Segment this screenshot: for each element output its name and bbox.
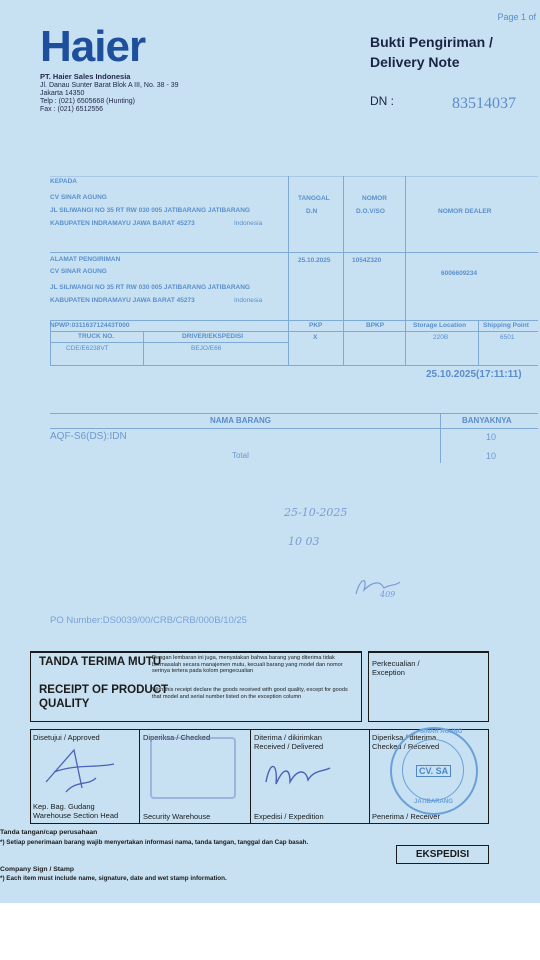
truck-label: TRUCK NO. [78, 333, 115, 340]
company-name: PT. Haier Sales Indonesia [40, 72, 131, 81]
nomor-label: NOMOR [362, 195, 387, 202]
receiver-company-stamp [390, 727, 478, 815]
nama-barang-header: NAMA BARANG [210, 416, 272, 425]
total-qty: 10 [486, 451, 497, 461]
handwritten-initial: 409 [380, 590, 396, 599]
receipt-text-en: With this receipt declare the goods received with good quality, except for goods that model and serial number listed on the exception column [152, 687, 348, 700]
note1-title: Tanda tangan/cap perusahaan [0, 829, 98, 836]
banyaknya-header: BANYAKNYA [462, 416, 512, 425]
delivered-footer: Expedisi / Expedition [254, 812, 324, 821]
bpkp-label: BPKP [366, 322, 385, 329]
dn-col-label: D.N [306, 208, 318, 215]
doc-title-line2: Delivery Note [370, 54, 460, 70]
storage-value: 220B [433, 334, 449, 341]
note1-text: *) Setiap penerimaan barang wajib menyertakan informasi nama, tanda tangan, tanggal dan Cap basah. [0, 839, 309, 846]
company-phone: Telp : (021) 6505668 (Hunting) [40, 98, 135, 105]
haier-logo: Haier [40, 22, 146, 71]
customer-address-1: JL SILIWANGI NO 35 RT RW 030 005 JATIBARANG JATIBARANG [50, 207, 250, 214]
tanggal-label: TANGGAL [298, 195, 330, 202]
ship-address-2: KABUPATEN INDRAMAYU JAWA BARAT 45273 [50, 297, 195, 304]
alamat-label: ALAMAT PENGIRIMAN [50, 256, 121, 263]
checked-footer: Security Warehouse [143, 812, 211, 821]
so-value: 1054Z320 [352, 257, 382, 264]
receipt-title-id: TANDA TERIMA MUTU [39, 656, 162, 668]
doc-title-line1: Bukti Pengiriman / [370, 34, 493, 50]
approved-signature [36, 742, 126, 800]
ekspedisi-box [396, 845, 489, 864]
item-qty: 10 [486, 432, 497, 442]
shipping-value: 6501 [500, 334, 515, 341]
shipping-label: Shipping Point [483, 322, 529, 329]
stamp-text: CV. SA [416, 765, 451, 777]
po-number: PO Number:DS0039/00/CRB/CRB/000B/10/25 [50, 615, 247, 626]
truck-value: CDE/E6238VT [66, 345, 109, 352]
dn-label: DN : [370, 94, 394, 108]
receipt-title-en-1: RECEIPT OF PRODUCT [39, 684, 169, 696]
dovso-label: D.O.V/SO [356, 208, 385, 215]
total-label: Total [232, 451, 249, 460]
approved-label: Disetujui / Approved [33, 733, 100, 742]
company-address-2: Jakarta 14350 [40, 90, 85, 97]
note2-title: Company Sign / Stamp [0, 866, 75, 873]
delivered-signature [258, 752, 338, 802]
received-label: Diperiksa / diterima Checked / Received [372, 733, 440, 751]
date-value: 25.10.2025 [298, 257, 331, 264]
customer-country: Indonesia [234, 220, 263, 227]
pkp-value: X [313, 334, 318, 341]
driver-label: DRIVER/EKSPEDISI [182, 333, 244, 340]
approved-footer: Kep. Bag. Gudang Warehouse Section Head [33, 802, 119, 820]
dealer-value: 6006609234 [441, 270, 478, 277]
ship-name: CV SINAR AGUNG [50, 268, 107, 275]
item-name: AQF-S6(DS):IDN [50, 431, 127, 442]
kepada-label: KEPADA [50, 178, 77, 185]
pkp-label: PKP [309, 322, 323, 329]
page-label: Page 1 of [497, 12, 536, 22]
receipt-text-id: Dengan lembaran ini juga, menyatakan bahwa barang yang diterima tidak bermasalah secara manajemen mutu, kecuali barang yang model dan nomor serinya tertera pada kolom pengecualian [152, 655, 343, 675]
checked-label: Diperiksa / Checked [143, 733, 211, 742]
dealer-label: NOMOR DEALER [438, 208, 492, 215]
receipt-title-en-2: QUALITY [39, 698, 90, 710]
company-address-1: Jl. Danau Sunter Barat Blok A III, No. 38 - 39 [40, 82, 179, 89]
customer-address-2: KABUPATEN INDRAMAYU JAWA BARAT 45273 [50, 220, 195, 227]
delivered-label: Diterima / dikirimkan Received / Delivered [254, 733, 324, 751]
ship-country: Indonesia [234, 297, 263, 304]
company-fax: Fax : (021) 6512556 [40, 106, 104, 113]
handwritten-time: 10 03 [288, 535, 320, 548]
stamp-ring-text: SINAR AGUNG [420, 729, 463, 735]
dn-number: 83514037 [452, 95, 516, 112]
handwritten-date: 25-10-2025 [284, 506, 348, 519]
stamp-bottom-text: JATIBARANG [414, 799, 453, 805]
npwp: NPWP:031163712443T000 [50, 322, 130, 329]
security-stamp [150, 737, 236, 799]
timestamp: 25.10.2025(17:11:11) [426, 369, 522, 380]
customer-name: CV SINAR AGUNG [50, 194, 107, 201]
note2-text: *) Each item must include name, signature, date and wet stamp information. [0, 875, 227, 882]
handwritten-initial-mark [350, 572, 406, 604]
driver-value: BEJO/E66 [191, 345, 222, 352]
storage-label: Storage Location [413, 322, 467, 329]
ekspedisi-label: EKSPEDISI [415, 849, 470, 860]
ship-address-1: JL SILIWANGI NO 35 RT RW 030 005 JATIBARANG JATIBARANG [50, 284, 250, 291]
exception-label: Perkecualian / Exception [372, 659, 420, 677]
received-footer: Penerima / Receiver [372, 812, 440, 821]
